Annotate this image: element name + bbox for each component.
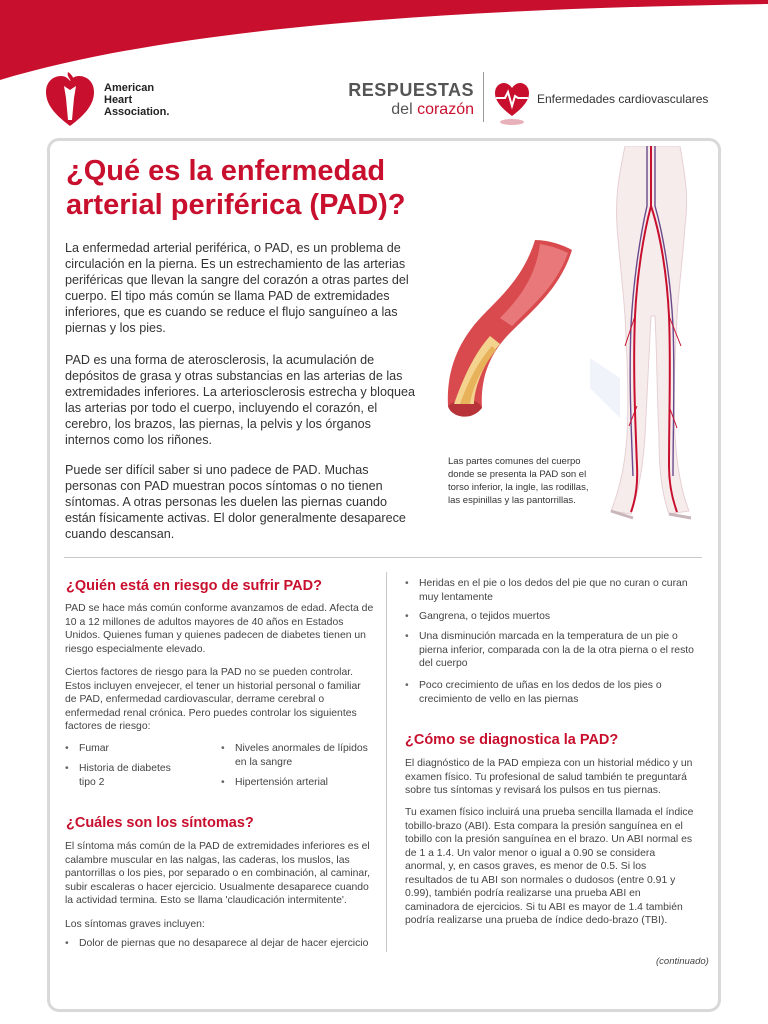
aha-line-1: American	[104, 82, 155, 94]
header-topic: Enfermedades cardiovasculares	[537, 92, 709, 106]
respuestas-title: RESPUESTAS	[348, 80, 474, 100]
risk-heading: ¿Quién está en riesgo de sufrir PAD?	[66, 578, 322, 594]
symptoms-paragraph-1: El síntoma más común de la PAD de extremidades inferiores es el calambre muscular en las nalgas, las caderas, los muslos, las pantorrillas o los pies, por separado o en combinación, al caminar, subir escaleras o hacer ejercicio. Usualmente desaparece cuando la actividad termina. Esto se llama 'claudicación intermitente'.	[65, 841, 370, 906]
page-title: ¿Qué es la enfermedad arterial periférica (PAD)?	[66, 155, 406, 221]
continued-note: (continuado)	[656, 956, 709, 967]
column-divider-vertical	[386, 572, 387, 952]
diagnosis-paragraph-1: El diagnóstico de la PAD empieza con un historial médico y un examen físico. Tu profesional de salud también te preguntará sobre tus síntomas y revisará los pulsos en tus piernas.	[405, 758, 693, 796]
respuestas-brand	[340, 80, 474, 119]
aha-heart-torch-logo	[44, 68, 96, 128]
symptom-item-5: • Poco crecimiento de uñas en los dedos de los pies o crecimiento de vello en las piernas	[405, 679, 685, 706]
symptom-item-4: • Una disminución marcada en la temperatura de un pie o pierna inferior, comparada con la de la otra pierna o el resto del cuerpo	[405, 630, 695, 671]
respuestas-subtitle	[340, 101, 474, 119]
symptoms-paragraph-2: Los síntomas graves incluyen:	[65, 919, 205, 930]
header-swoosh	[0, 0, 768, 90]
intro-paragraph-3: Puede ser difícil saber si uno padece de PAD. Muchas personas con PAD muestran pocos síntomas o no tienen síntomas. A otras personas les duelen las piernas cuando están físicamente activas. El dolor generalmente desaparece cuando descansan.	[65, 463, 406, 541]
symptom-item-3: • Gangrena, o tejidos muertos	[405, 610, 705, 624]
symptom-item-2: • Heridas en el pie o los dedos del pie que no curan o curan muy lentamente	[405, 577, 705, 604]
risk-paragraph-1: PAD se hace más común conforme avanzamos de edad. Afecta de 10 a 12 millones de adultos mayores de 40 años en Estados Unidos. Quienes fuman y quienes padecen de diabetes tienen un riesgo especialmente elevado.	[65, 603, 374, 655]
diagnosis-heading: ¿Cómo se diagnostica la PAD?	[405, 732, 619, 748]
risk-factor-diabetes: • Historia de diabetes tipo 2	[65, 762, 175, 789]
header-divider	[483, 72, 484, 122]
respuestas-corazon: corazón	[417, 101, 474, 118]
risk-factor-hypertension: • Hipertensión arterial	[221, 776, 381, 790]
risk-paragraph-2: Ciertos factores de riesgo para la PAD no se pueden controlar. Estos incluyen envejecer, el tener un historial personal o familiar de PAD, enfermedad cardiovascular, derrame cerebral o enfermedad renal crónica. Pero puedes controlar los siguientes factores de riesgo:	[65, 667, 361, 732]
intro-paragraph-2: PAD es una forma de aterosclerosis, la acumulación de depósitos de grasa y otras substancias en las arterias de las extremidades inferiores. La arteriosclerosis estrecha y bloquea las arterias por todo el cuerpo, incluyendo el corazón, el cerebro, los brazos, las piernas, la pelvis y los órganos internos como los riñones.	[65, 353, 415, 447]
heart-pulse-icon	[493, 80, 531, 126]
diagnosis-paragraph-2: Tu examen físico incluirá una prueba sencilla llamada el índice tobillo-brazo (ABI). Esta compara la presión sanguínea en el tobillo con la presión sanguínea en el brazo. Un ABI normal es de 1 a 1.4. Un valor menor o igual a 0.90 se considera anormal, y, en casos graves, es menor de 0.5. Si los resultados de tu ABI son normales o dudosos (entre 0.91 y 0.99), también podría realizarse una prueba ABI en caminadora de ejercicios. Si tu ABI es mayor de 1.4 también podría realizarse una prueba de índice dedo-brazo (TBI).	[405, 807, 694, 926]
symptom-item-1: • Dolor de piernas que no desaparece al dejar de hacer ejercicio	[65, 937, 377, 951]
risk-factor-lipids: • Niveles anormales de lípidos en la sangre	[221, 742, 381, 769]
intro-paragraph-1: La enfermedad arterial periférica, o PAD, es un problema de circulación en la pierna. Es un estrechamiento de las arterias periféricas que llevan la sangre del corazón a otras partes del cuerpo. El tipo más común se llama PAD de extremidades inferiores, que es cuando se reduce el flujo sanguíneo a las piernas y los pies.	[65, 241, 409, 335]
respuestas-del: del	[391, 101, 418, 118]
leg-arteries-illustration	[585, 146, 715, 526]
aha-line-2: Heart	[104, 94, 133, 106]
aha-wordmark	[104, 82, 169, 118]
section-divider-horizontal	[64, 557, 702, 558]
illustration-caption: Las partes comunes del cuerpo donde se presenta la PAD son el torso inferior, la ingle, las rodillas, las espinillas y las pantorrillas.	[448, 456, 589, 506]
symptoms-heading: ¿Cuáles son los síntomas?	[66, 815, 254, 831]
aha-line-3: Association.	[104, 106, 170, 118]
risk-factor-smoking: • Fumar	[65, 742, 205, 756]
